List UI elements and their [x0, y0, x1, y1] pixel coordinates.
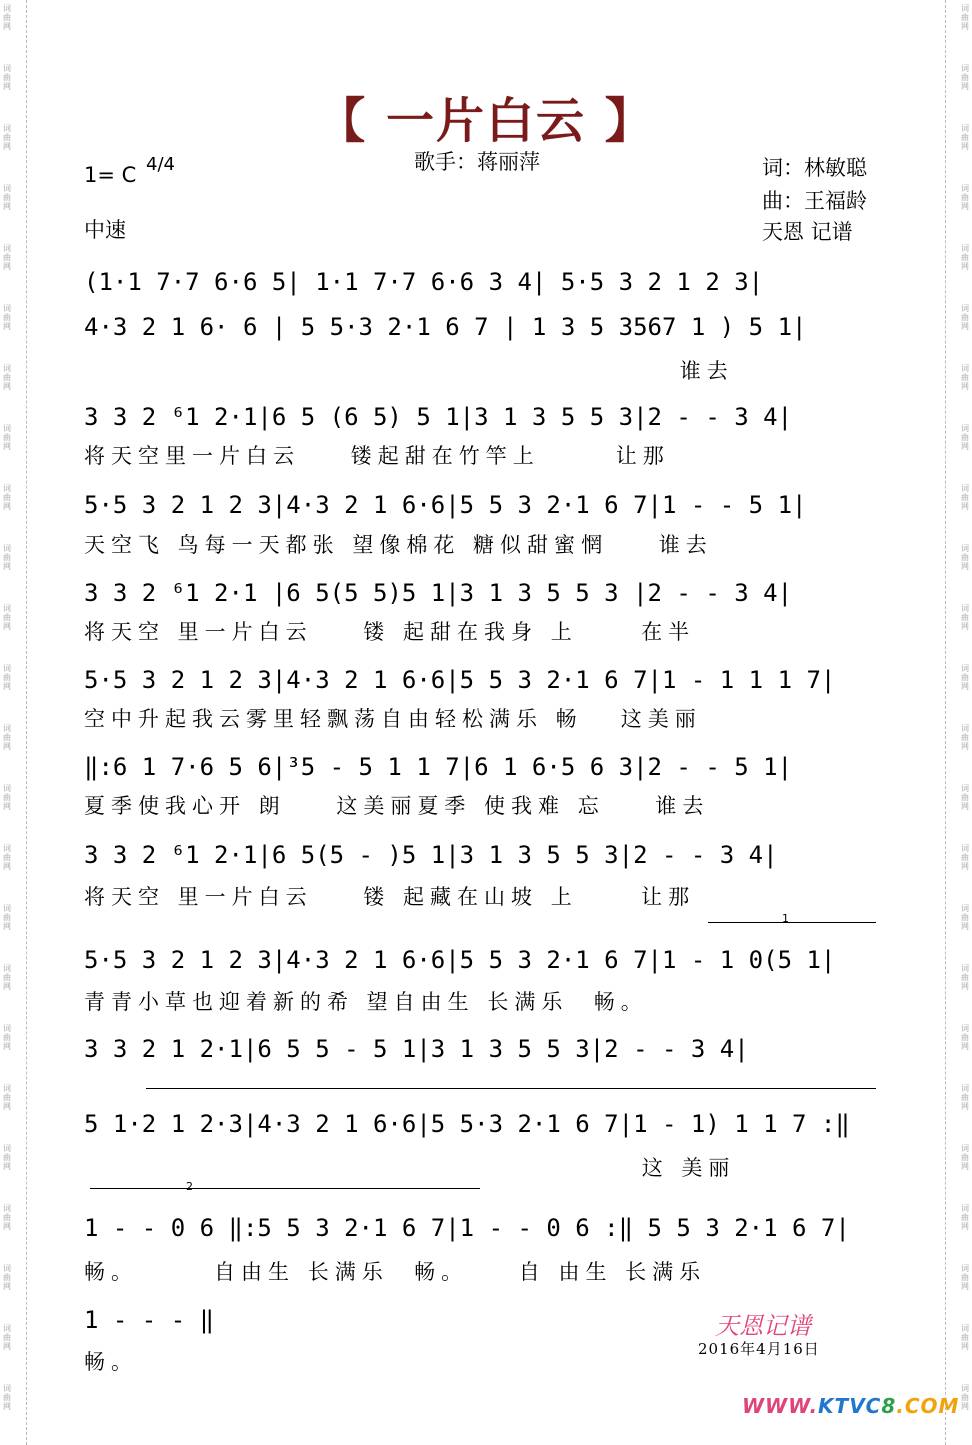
watermark-text: 词曲网	[3, 1204, 11, 1231]
watermark-text: 词曲网	[961, 184, 969, 211]
site-url-tld: .COM	[896, 1394, 960, 1418]
lyric-line-4: 天空飞 鸟每一天都张 望像棉花 糖似甜蜜惘 谁去	[84, 533, 713, 557]
watermark-text: 词曲网	[3, 724, 11, 751]
watermark-text: 词曲网	[961, 724, 969, 751]
singer-credit: 歌手：蒋丽萍	[414, 150, 540, 174]
watermark-text: 词曲网	[961, 784, 969, 811]
composer-credit: 曲：王福龄	[762, 189, 867, 213]
volta-2-bracket	[90, 1188, 480, 1189]
score-line-8: 3 3 2 ⁶1 2·1|6 5(5 - )5 1|3 1 3 5 5 3|2 - - 3 4|	[84, 841, 778, 869]
watermark-text: 词曲网	[3, 364, 11, 391]
volta-1-number: 1	[782, 912, 789, 925]
watermark-text: 词曲网	[3, 1024, 11, 1051]
lyric-line-8: 将天空 里一片白云 镂 起藏在山坡 上 让那	[84, 885, 696, 909]
watermark-text: 词曲网	[3, 844, 11, 871]
site-url-name: KTVC	[818, 1394, 882, 1418]
watermark-text: 词曲网	[961, 244, 969, 271]
score-line-3: 3 3 2 ⁶1 2·1|6 5 (6 5) 5 1|3 1 3 5 5 3|2 - - 3 4|	[84, 403, 793, 431]
transcription-date: 2016年4月16日	[698, 1340, 820, 1358]
score-line-7: ‖:6 1 7·6 5 6|³5 - 5 1 1 7|6 1 6·5 6 3|2 - - 5 1|	[84, 753, 793, 781]
score-line-9: 5·5 3 2 1 2 3|4·3 2 1 6·6|5 5 3 2·1 6 7|1 - 1 0(5 1|	[84, 946, 836, 974]
watermark-text: 词曲网	[961, 844, 969, 871]
lyric-line-3: 将天空里一片白云 镂起甜在竹竿上 让那	[84, 444, 670, 468]
lyric-line-11: 这 美丽	[84, 1156, 736, 1180]
lyricist-credit: 词：林敏聪	[762, 156, 867, 180]
left-watermark-strip	[0, 0, 27, 1445]
watermark-text: 词曲网	[961, 1024, 969, 1051]
score-line-5: 3 3 2 ⁶1 2·1 |6 5(5 5)5 1|3 1 3 5 5 3 |2 - - 3 4|	[84, 579, 793, 607]
watermark-text: 词曲网	[961, 124, 969, 151]
lyric-line-5: 将天空 里一片白云 镂 起甜在我身 上 在半	[84, 620, 696, 644]
transcriber-credit: 天恩 记谱	[762, 220, 853, 244]
watermark-text: 词曲网	[3, 424, 11, 451]
site-url[interactable]	[742, 1394, 959, 1418]
lyric-line-7: 夏季使我心开 朗 这美丽夏季 使我难 忘 谁去	[84, 794, 710, 818]
score-line-11: 5 1·2 1 2·3|4·3 2 1 6·6|5 5·3 2·1 6 7|1 - 1) 1 1 7 :‖	[84, 1110, 850, 1138]
score-line-10: 3 3 2 1 2·1|6 5 5 - 5 1|3 1 3 5 5 3|2 - - 3 4|	[84, 1035, 749, 1063]
watermark-text: 词曲网	[961, 544, 969, 571]
watermark-text: 词曲网	[3, 604, 11, 631]
watermark-text: 词曲网	[961, 364, 969, 391]
watermark-text: 词曲网	[961, 964, 969, 991]
watermark-text: 词曲网	[961, 904, 969, 931]
watermark-text: 词曲网	[3, 544, 11, 571]
watermark-text: 词曲网	[3, 184, 11, 211]
time-signature: 4/4	[146, 154, 175, 175]
watermark-text: 词曲网	[961, 1384, 969, 1411]
lyric-line-12: 畅。 自由生 长满乐 畅。 自 由生 长满乐	[84, 1260, 707, 1284]
lyric-line-13: 畅。	[84, 1350, 138, 1374]
watermark-text: 词曲网	[3, 4, 11, 31]
score-line-6: 5·5 3 2 1 2 3|4·3 2 1 6·6|5 5 3 2·1 6 7|1 - 1 1 1 7|	[84, 666, 836, 694]
watermark-text: 词曲网	[3, 64, 11, 91]
watermark-text: 词曲网	[3, 1384, 11, 1411]
score-line-4: 5·5 3 2 1 2 3|4·3 2 1 6·6|5 5 3 2·1 6 7|1 - - 5 1|	[84, 491, 807, 519]
watermark-text: 词曲网	[3, 124, 11, 151]
watermark-text: 词曲网	[961, 604, 969, 631]
watermark-text: 词曲网	[3, 784, 11, 811]
transcriber-stamp: 天恩记谱	[715, 1312, 811, 1340]
song-title: 【 一片白云 】	[317, 93, 655, 149]
watermark-text: 词曲网	[961, 664, 969, 691]
watermark-text: 词曲网	[961, 1264, 969, 1291]
watermark-text: 词曲网	[961, 64, 969, 91]
volta-2-number: 2	[186, 1180, 193, 1193]
tempo-marking: 中速	[84, 218, 126, 242]
volta-1-bracket	[708, 922, 876, 923]
watermark-text: 词曲网	[961, 484, 969, 511]
score-line-2: 4·3 2 1 6· 6 | 5 5·3 2·1 6 7 | 1 3 5 3567 1 ) 5 1|	[84, 313, 807, 341]
watermark-text: 词曲网	[3, 664, 11, 691]
lyric-line-6: 空中升起我云雾里轻飘荡自由轻松满乐 畅 这美丽	[84, 707, 702, 731]
watermark-text: 词曲网	[961, 1084, 969, 1111]
watermark-text: 词曲网	[3, 304, 11, 331]
key-signature: 1= C	[84, 163, 137, 187]
score-line-12: 1 - - 0 6 ‖:5 5 3 2·1 6 7|1 - - 0 6 :‖ 5 5 3 2·1 6 7|	[84, 1214, 850, 1242]
right-watermark-strip	[945, 0, 972, 1445]
site-url-prefix: WWW.	[742, 1394, 819, 1418]
site-url-digit: 8	[881, 1394, 897, 1418]
watermark-text: 词曲网	[3, 904, 11, 931]
watermark-text: 词曲网	[3, 1084, 11, 1111]
repeat-span-line	[146, 1088, 876, 1089]
watermark-text: 词曲网	[961, 304, 969, 331]
lyric-line-9: 青青小草也迎着新的希 望自由生 长满乐 畅。	[84, 990, 648, 1014]
watermark-text: 词曲网	[961, 1324, 969, 1351]
watermark-text: 词曲网	[961, 1204, 969, 1231]
watermark-text: 词曲网	[3, 244, 11, 271]
score-line-13: 1 - - - ‖	[84, 1306, 215, 1334]
watermark-text: 词曲网	[3, 964, 11, 991]
watermark-text: 词曲网	[3, 1264, 11, 1291]
watermark-text: 词曲网	[3, 1324, 11, 1351]
lyric-line-2: 谁去	[84, 359, 734, 383]
watermark-text: 词曲网	[961, 4, 969, 31]
watermark-text: 词曲网	[961, 424, 969, 451]
watermark-text: 词曲网	[961, 1144, 969, 1171]
watermark-text: 词曲网	[3, 1144, 11, 1171]
watermark-text: 词曲网	[3, 484, 11, 511]
score-line-1: (1·1 7·7 6·6 5| 1·1 7·7 6·6 3 4| 5·5 3 2 1 2 3|	[84, 268, 764, 296]
